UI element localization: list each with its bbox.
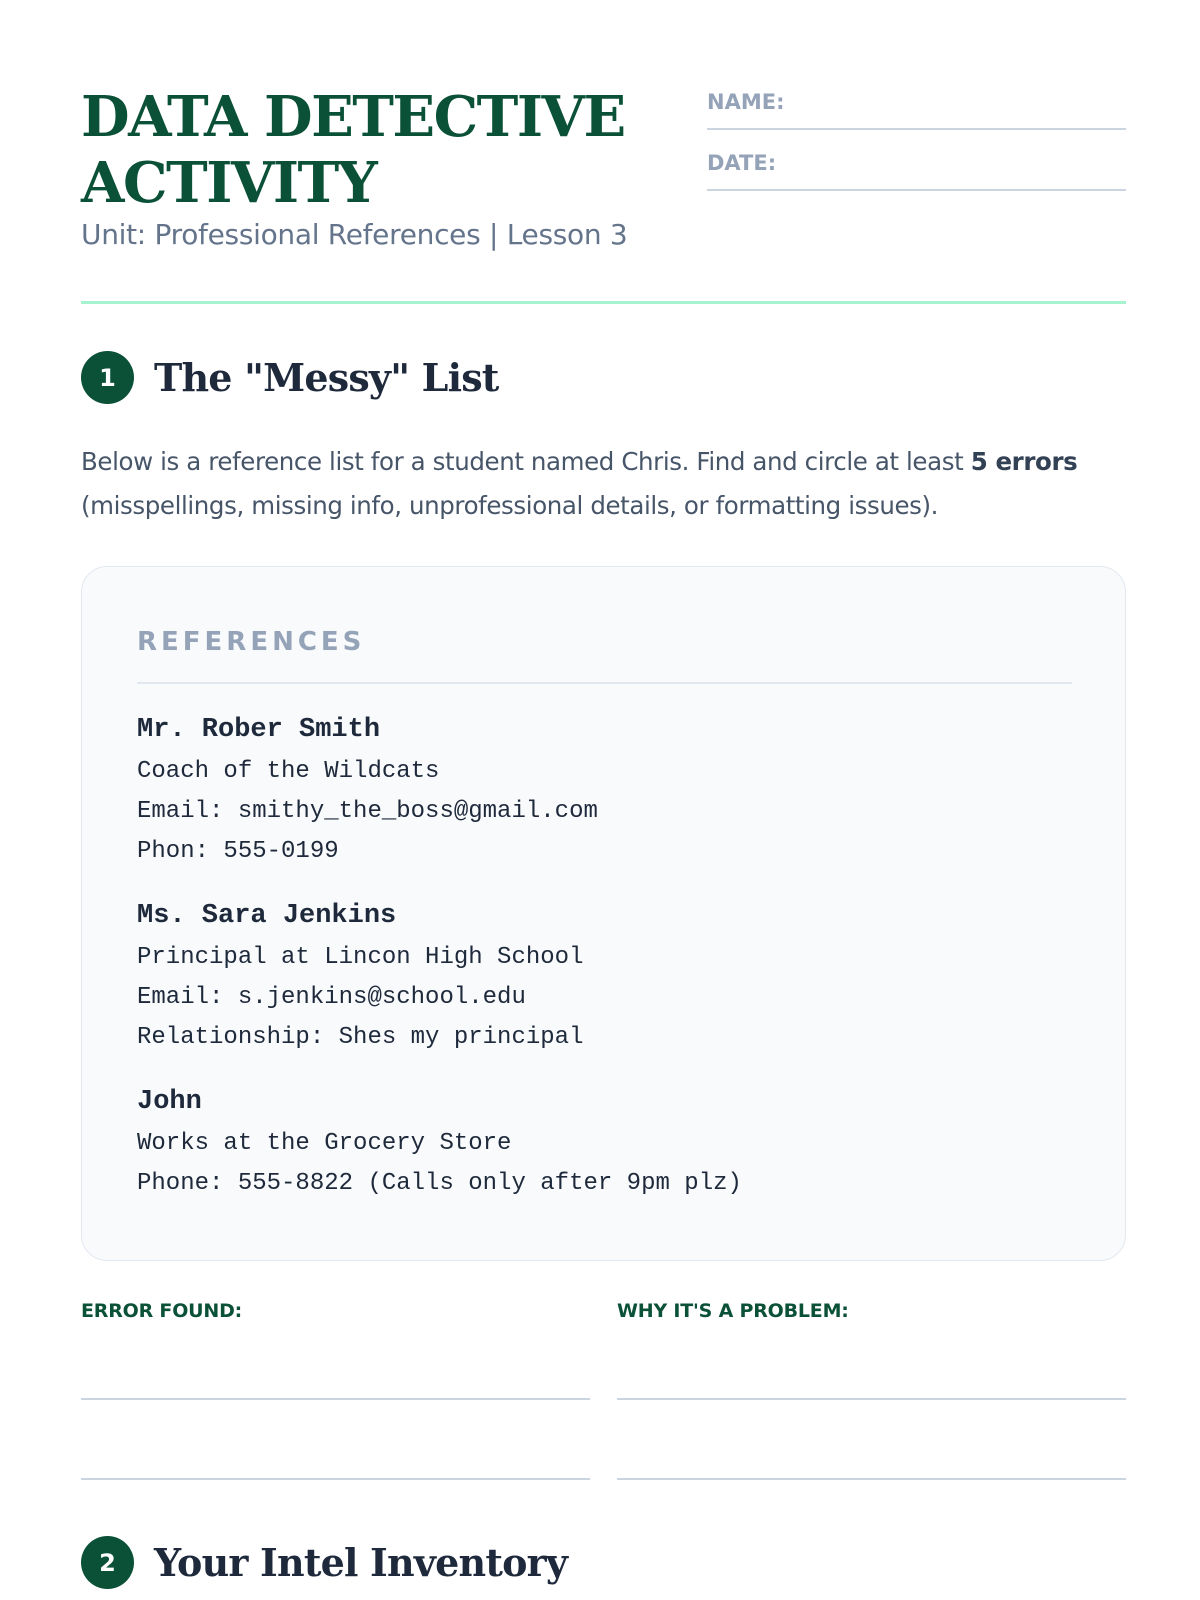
unit-subtitle: Unit: Professional References | Lesson 3: [81, 218, 628, 251]
card-label: REFERENCES: [137, 627, 366, 657]
reference-line: Phon: 555-0199: [137, 838, 339, 865]
name-field[interactable]: [707, 88, 1126, 130]
reference-line: Phone: 555-8822 (Calls only after 9pm plz): [137, 1170, 742, 1197]
instructions-emphasis: 5 errors: [970, 447, 1078, 476]
reference-name: Mr. Rober Smith: [137, 715, 381, 745]
worksheet-page: [81, 0, 1126, 1585]
reference-line: Email: smithy_the_boss@gmail.com: [137, 798, 598, 825]
why-problem-column: [617, 1300, 1126, 1320]
reference-line: Works at the Grocery Store: [137, 1130, 512, 1157]
answer-line[interactable]: [81, 1478, 590, 1480]
instructions: [81, 440, 1126, 528]
reference-entry: [137, 708, 1072, 872]
date-label: DATE:: [707, 151, 777, 175]
section-1-heading: [81, 351, 499, 404]
section-number-badge: 2: [81, 1536, 134, 1589]
answer-line[interactable]: [617, 1478, 1126, 1480]
header-divider: [81, 301, 1126, 304]
card-divider: [137, 682, 1072, 684]
reference-line: Email: s.jenkins@school.edu: [137, 984, 526, 1011]
error-found-label: ERROR FOUND:: [81, 1300, 243, 1322]
reference-name: John: [137, 1087, 202, 1117]
section-number-badge: 1: [81, 351, 134, 404]
answer-line[interactable]: [81, 1398, 590, 1400]
page-title: DATA DETECTIVE ACTIVITY: [81, 84, 625, 216]
why-problem-label: WHY IT'S A PROBLEM:: [617, 1300, 849, 1322]
instructions-text: Below is a reference list for a student named Chris. Find and circle at least: [81, 447, 971, 476]
reference-line: Principal at Lincon High School: [137, 944, 584, 971]
error-found-column: [81, 1300, 590, 1320]
answer-area: [81, 1300, 1126, 1480]
date-field[interactable]: [707, 149, 1126, 191]
reference-name: Ms. Sara Jenkins: [137, 901, 397, 931]
reference-line: Coach of the Wildcats: [137, 758, 440, 785]
name-label: NAME:: [707, 90, 785, 114]
reference-entry: [137, 1080, 1072, 1204]
reference-line: Relationship: Shes my principal: [137, 1024, 584, 1051]
worksheet-header: [81, 0, 1126, 305]
student-info: [707, 88, 1126, 210]
section-title: Your Intel Inventory: [154, 1540, 568, 1585]
section-2-heading: [81, 1536, 567, 1589]
answer-line[interactable]: [617, 1398, 1126, 1400]
reference-entry: [137, 894, 1072, 1058]
instructions-text-end: (misspellings, missing info, unprofessional details, or formatting issues).: [81, 491, 939, 520]
section-title: The "Messy" List: [154, 355, 499, 400]
reference-card: [81, 566, 1126, 1261]
